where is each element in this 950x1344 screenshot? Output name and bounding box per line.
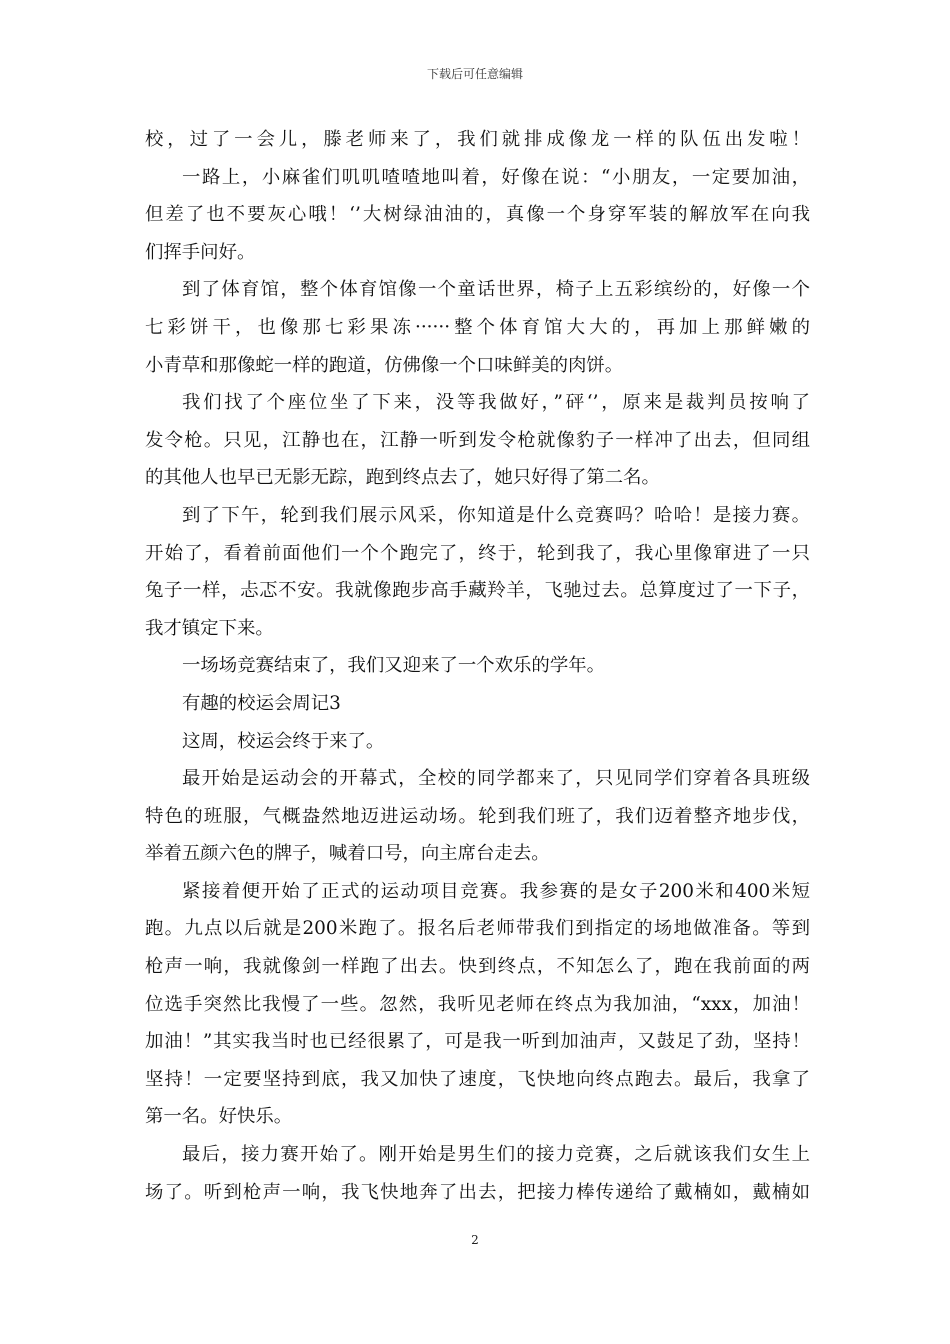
text-line: 一场场竞赛结束了，我们又迎来了一个欢乐的学年。 bbox=[182, 655, 605, 677]
text-line: 第一名。好快乐。 bbox=[145, 1106, 293, 1128]
text-line: 的其他人也早已无影无踪，跑到终点去了，她只好得了第二名。 bbox=[145, 467, 660, 489]
text-line: 们挥手问好。 bbox=[145, 241, 256, 263]
text-line: 加油！”其实我当时也已经很累了，可是我一听到加油声，又鼓足了劲，坚持！ bbox=[145, 1031, 810, 1053]
text-line: 我们找了个座位坐了下来，没等我做好，”砰‘’，原来是裁判员按响了 bbox=[182, 392, 810, 414]
body-text bbox=[145, 121, 810, 1211]
text-line: 发令枪。只见，江静也在，江静一听到发令枪就像豹子一样冲了出去，但同组 bbox=[145, 429, 810, 451]
text-line: 特色的班服，气概盎然地迈进运动场。轮到我们班了，我们迈着整齐地步伐， bbox=[145, 805, 810, 827]
page-number: 2 bbox=[471, 1233, 479, 1247]
text-line: 跑。九点以后就是200米跑了。报名后老师带我们到指定的场地做准备。等到 bbox=[145, 918, 810, 940]
text-line: 最开始是运动会的开幕式，全校的同学都来了，只见同学们穿着各具班级 bbox=[182, 768, 810, 790]
text-line: 场了。听到枪声一响，我飞快地奔了出去，把接力棒传递给了戴楠如，戴楠如 bbox=[145, 1181, 810, 1203]
page-header: 下载后可任意编辑 bbox=[426, 67, 523, 81]
text-line: 举着五颜六色的牌子，喊着口号，向主席台走去。 bbox=[145, 843, 550, 865]
text-line: 紧接着便开始了正式的运动项目竞赛。我参赛的是女子200米和400米短 bbox=[182, 880, 810, 902]
text-line: 开始了，看着前面他们一个个跑完了，终于，轮到我了，我心里像窜进了一只 bbox=[145, 542, 810, 564]
text-line: 到了下午，轮到我们展示风采，你知道是什么竞赛吗？哈哈！是接力赛。 bbox=[182, 504, 810, 526]
text-line: 一路上，小麻雀们叽叽喳喳地叫着，好像在说：“小朋友，一定要加油， bbox=[182, 166, 810, 188]
text-line: 我才镇定下来。 bbox=[145, 617, 274, 639]
text-line: 坚持！一定要坚持到底，我又加快了速度，飞快地向终点跑去。最后，我拿了 bbox=[145, 1068, 810, 1090]
text-line: 七彩饼干，也像那七彩果冻······整个体育馆大大的，再加上那鲜嫩的 bbox=[145, 316, 810, 338]
text-line: 位选手突然比我慢了一些。忽然，我听见老师在终点为我加油，“xxx，加油！ bbox=[145, 993, 810, 1015]
text-line: 但差了也不要灰心哦！‘’大树绿油油的，真像一个身穿军装的解放军在向我 bbox=[145, 204, 810, 226]
text-line: 枪声一响，我就像剑一样跑了出去。快到终点，不知怎么了，跑在我前面的两 bbox=[145, 956, 810, 978]
text-line: 小青草和那像蛇一样的跑道，仿佛像一个口味鲜美的肉饼。 bbox=[145, 354, 624, 376]
text-line: 兔子一样，忐忑不安。我就像跑步高手藏羚羊，飞驰过去。总算度过了一下子， bbox=[145, 580, 810, 602]
text-line: 到了体育馆，整个体育馆像一个童话世界，椅子上五彩缤纷的，好像一个 bbox=[182, 279, 810, 301]
text-line: 最后，接力赛开始了。刚开始是男生们的接力竞赛，之后就该我们女生上 bbox=[182, 1144, 810, 1166]
text-line: 校，过了一会儿，滕老师来了，我们就排成像龙一样的队伍出发啦！ bbox=[145, 129, 810, 150]
section-title: 有趣的校运会周记3 bbox=[182, 692, 341, 714]
text-line: 这周，校运会终于来了。 bbox=[182, 730, 385, 752]
